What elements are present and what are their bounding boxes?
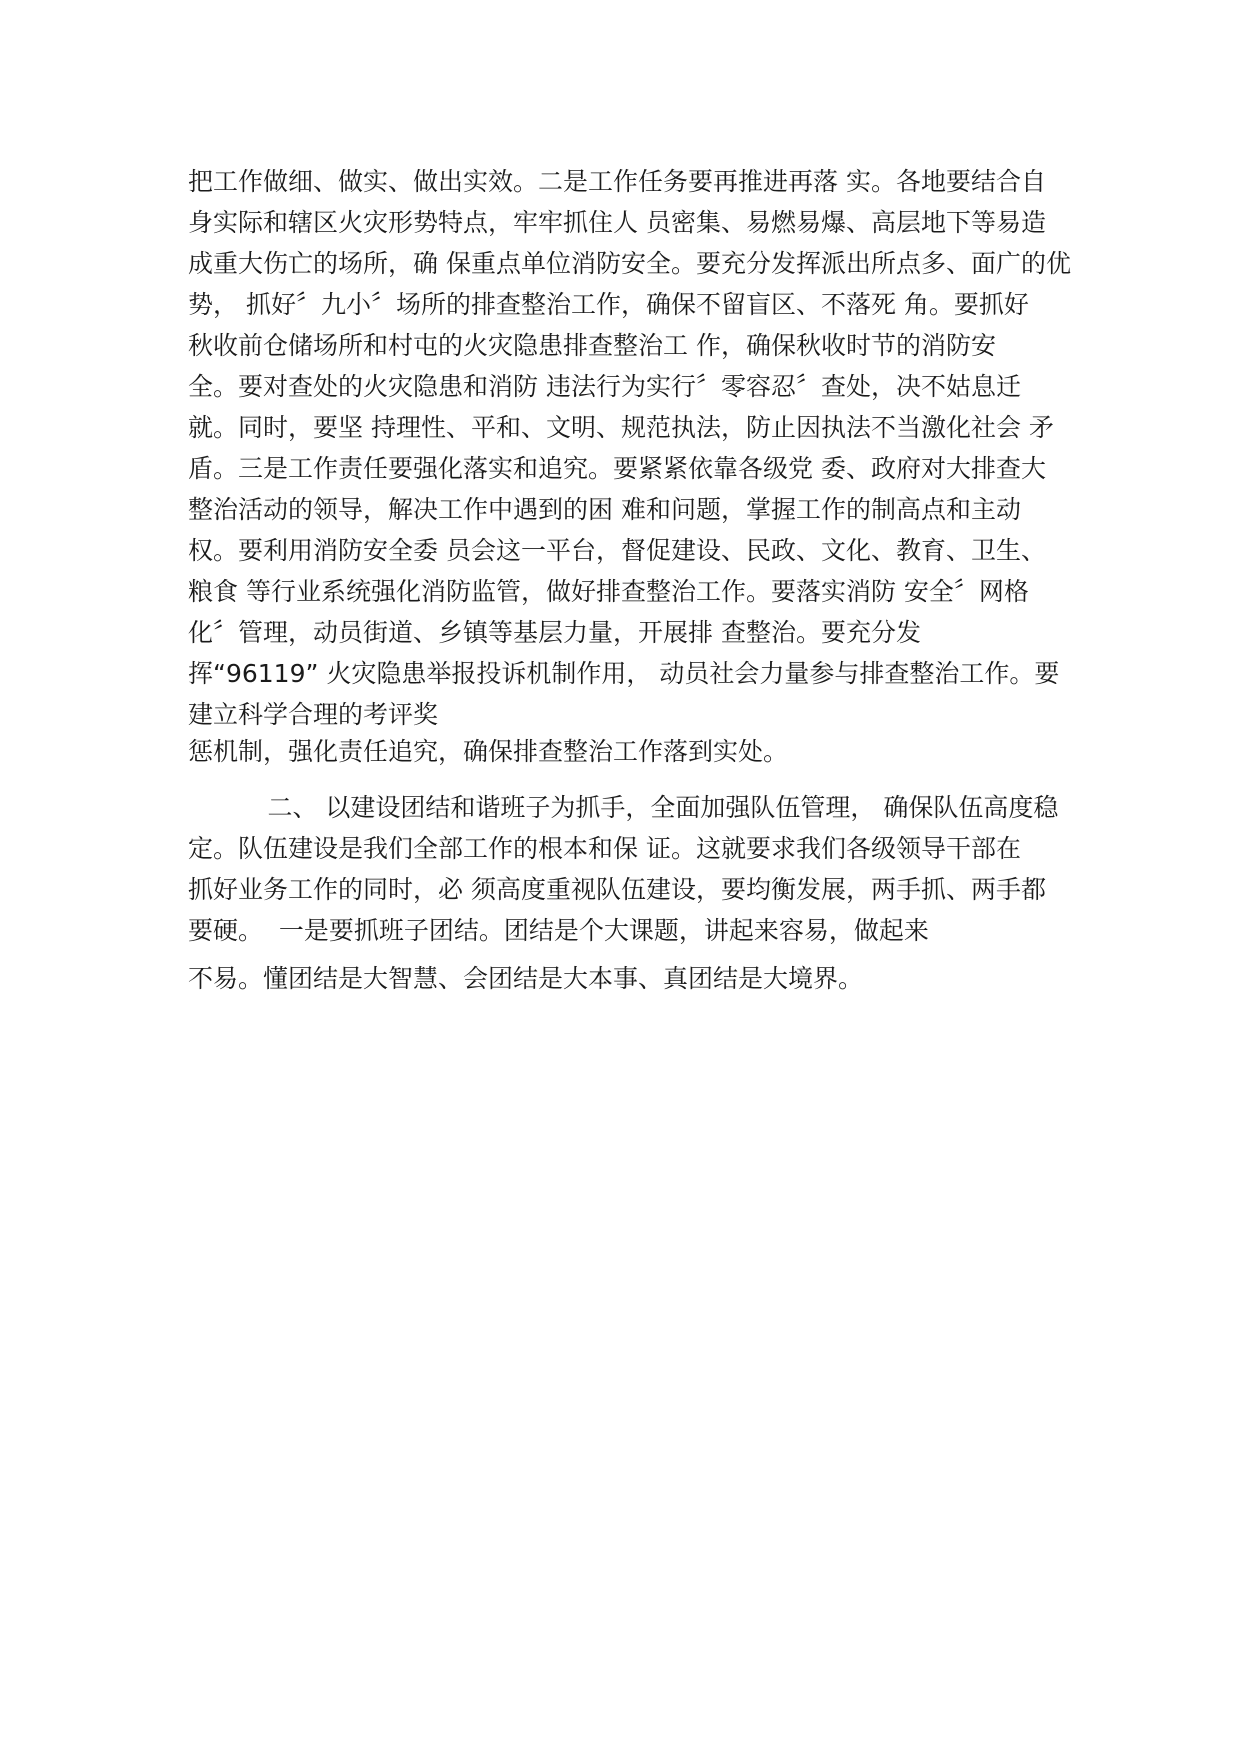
text-line: 定。队伍建设是我们全部工作的根本和保 证。这就要求我们各级领导干部在 bbox=[188, 834, 1021, 863]
text-line: 势， 抓好〞九小〞场所的排查整治工作，确保不留盲区、不落死 角。要抓好 bbox=[188, 290, 1029, 319]
text-line: 建立科学合理的考评奖 bbox=[188, 700, 439, 729]
text-line: 整治活动的领导，解决工作中遇到的困 难和问题，掌握工作的制高点和主动 bbox=[188, 495, 1021, 524]
text-line: 全。要对查处的火灾隐患和消防 违法行为实行〞零容忍〞查处，决不姑息迁 bbox=[188, 372, 1021, 401]
text-line: 秋收前仓储场所和村屯的火灾隐患排查整治工 作，确保秋收时节的消防安 bbox=[188, 331, 996, 360]
text-line: 挥“96119” 火灾隐患举报投诉机制作用， 动员社会力量参与排查整治工作。要 bbox=[188, 659, 1060, 688]
text-line: 要硬。 一是要抓班子团结。团结是个大课题，讲起来容易，做起来 bbox=[188, 916, 929, 945]
text-line: 成重大伤亡的场所，确 保重点单位消防安全。要充分发挥派出所点多、面广的优 bbox=[188, 249, 1071, 278]
text-line: 就。同时，要坚 持理性、平和、文明、规范执法，防止因执法不当激化社会 矛 bbox=[188, 413, 1054, 442]
paragraph-accountability bbox=[188, 731, 1068, 772]
text-line: 化〞管理，动员街道、乡镇等基层力量，开展排 查整治。要充分发 bbox=[188, 618, 921, 647]
paragraph-team-building bbox=[188, 787, 1068, 951]
text-line: 抓好业务工作的同时，必 须高度重视队伍建设，要均衡发展，两手抓、两手都 bbox=[188, 875, 1046, 904]
text-line: 二、 以建设团结和谐班子为抓手，全面加强队伍管理， 确保队伍高度稳 bbox=[188, 793, 1059, 822]
text-line: 惩机制，强化责任追究，确保排查整治工作落到实处。 bbox=[188, 737, 789, 766]
text-line: 身实际和辖区火灾形势特点，牢牢抓住人 员密集、易燃易爆、高层地下等易造 bbox=[188, 208, 1046, 237]
text-line: 粮食 等行业系统强化消防监管，做好排查整治工作。要落实消防 安全〞网格 bbox=[188, 577, 1029, 606]
text-line: 盾。三是工作责任要强化落实和追究。要紧紧依靠各级党 委、政府对大排查大 bbox=[188, 454, 1046, 483]
text-line: 把工作做细、做实、做出实效。二是工作任务要再推进再落 实。各地要结合自 bbox=[188, 167, 1046, 196]
text-line: 权。要利用消防安全委 员会这一平台，督促建设、民政、文化、教育、卫生、 bbox=[188, 536, 1046, 565]
text-line: 不易。懂团结是大智慧、会团结是大本事、真团结是大境界。 bbox=[188, 964, 864, 993]
paragraph-unity bbox=[188, 958, 1068, 999]
paragraph-fire-safety-tasks bbox=[188, 161, 1071, 735]
